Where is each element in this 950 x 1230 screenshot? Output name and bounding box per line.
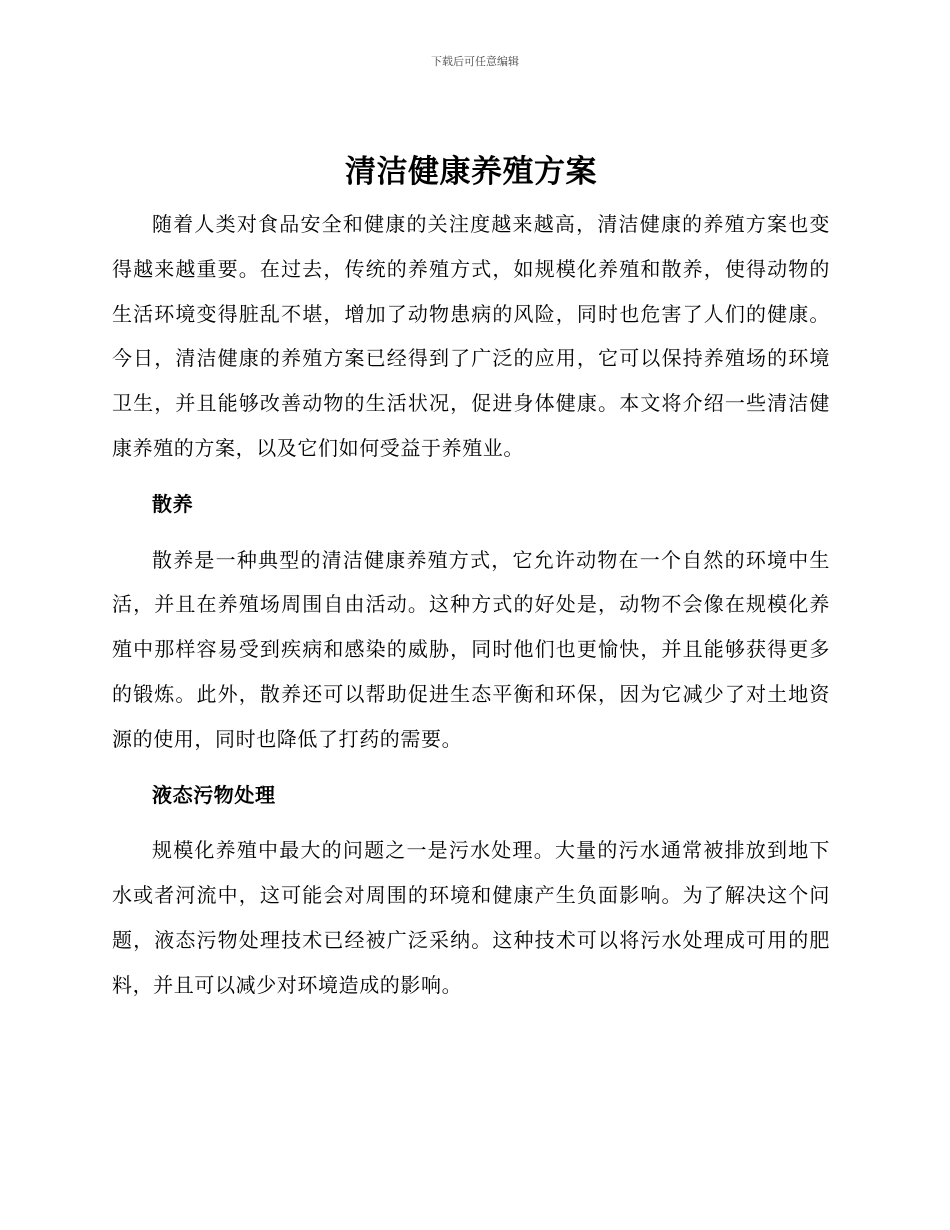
section-paragraph: 散养是一种典型的清洁健康养殖方式，它允许动物在一个自然的环境中生活，并且在养殖场周围自由活动。这种方式的好处是，动物不会像在规模化养殖中那样容易受到疾病和感染的威胁，同时他们也更愉快，并且能够获得更多的锻炼。此外，散养还可以帮助促进生态平衡和环保，因为它减少了对土地资源的使用，同时也降低了打药的需要。 [112, 547, 830, 751]
document-title: 清洁健康养殖方案 [345, 154, 597, 190]
section-paragraph: 规模化养殖中最大的问题之一是污水处理。大量的污水通常被排放到地下水或者河流中，这可能会对周围的环境和健康产生负面影响。为了解决这个问题，液态污物处理技术已经被广泛采纳。这种技术可以将污水处理成可用的肥料，并且可以减少对环境造成的影响。 [112, 838, 830, 997]
section-heading: 散养 [152, 491, 194, 516]
page-header-note: 下载后可任意编辑 [431, 55, 519, 68]
section-free-range [112, 482, 830, 762]
document-content [112, 150, 830, 1008]
section-liquid-waste [112, 773, 830, 1008]
section-heading: 液态污物处理 [152, 782, 276, 807]
intro-paragraph: 随着人类对食品安全和健康的关注度越来越高，清洁健康的养殖方案也变得越来越重要。在过去，传统的养殖方式，如规模化养殖和散养，使得动物的生活环境变得脏乱不堪，增加了动物患病的风险，同时也危害了人们的健康。今日，清洁健康的养殖方案已经得到了广泛的应用，它可以保持养殖场的环境卫生，并且能够改善动物的生活状况，促进身体健康。本文将介绍一些清洁健康养殖的方案，以及它们如何受益于养殖业。 [112, 212, 830, 460]
